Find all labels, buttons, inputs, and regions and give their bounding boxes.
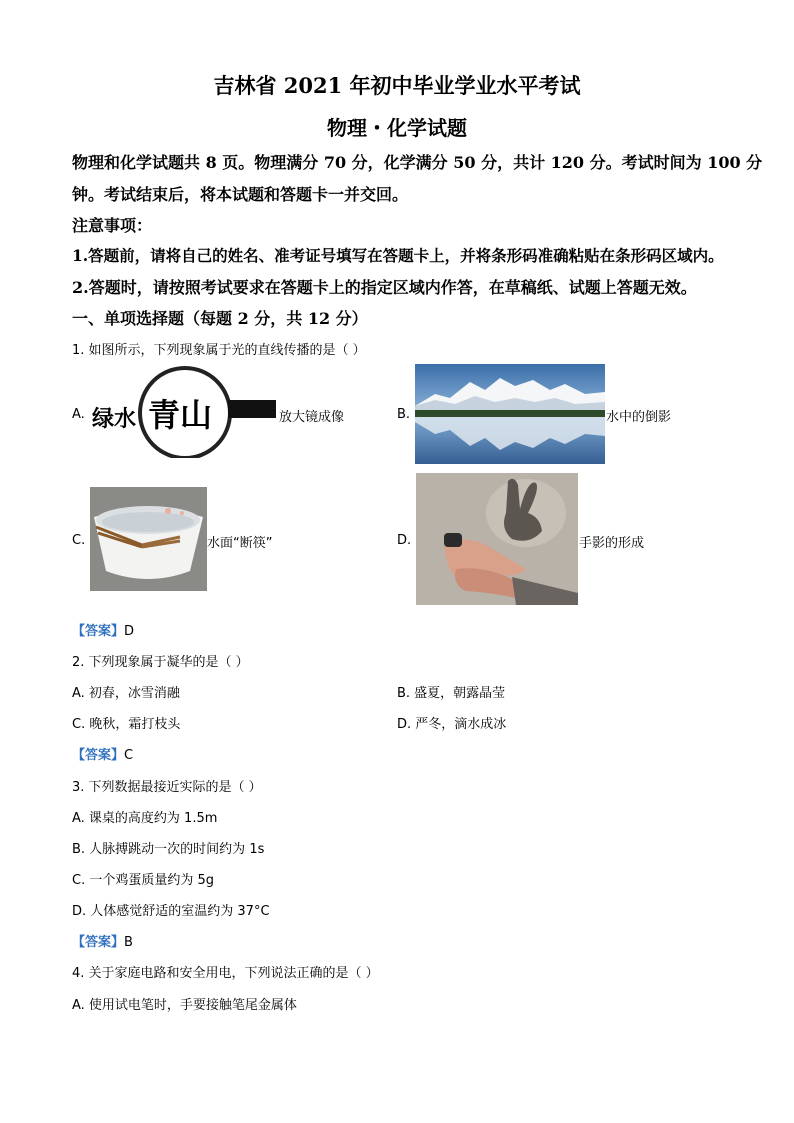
intro-line-2: 钟。考试结束后，将本试题和答题卡一并交回。 [72, 185, 409, 204]
q3-option-a: A. 课桌的高度约为 1.5m [72, 811, 218, 826]
note-1: 1.答题前，请将自己的姓名、准考证号填写在答题卡上，并将条形码准确粘贴在条形码区域内。 [72, 246, 724, 265]
exam-title: 吉林省 2021 年初中毕业学业水平考试 [213, 73, 581, 98]
magnifier-center-text: 青山 [148, 396, 213, 434]
q2-option-a: A. 初春，冰雪消融 [72, 686, 180, 701]
mountain-reflection-image [415, 364, 605, 464]
q1-option-b-text: 水中的倒影 [606, 410, 672, 425]
q3-option-b: B. 人脉搏跳动一次的时间约为 1s [72, 842, 265, 857]
q3-answer [72, 931, 133, 950]
q3-stem: 3. 下列数据最接近实际的是（ ） [72, 780, 262, 795]
q1-option-d-label: D. [397, 533, 412, 548]
answer-tag: 【答案】 [72, 624, 125, 639]
exam-subtitle: 物理・化学试题 [327, 116, 467, 140]
magnifier-handle-icon [228, 400, 276, 418]
hand-shadow-image [416, 473, 578, 605]
q4-stem: 4. 关于家庭电路和安全用电，下列说法正确的是（ ） [72, 966, 379, 981]
magnifier-image [90, 364, 278, 458]
intro-line-1: 物理和化学试题共 8 页。物理满分 70 分，化学满分 50 分，共计 120 分。考试时间为 100 分 [72, 153, 763, 172]
q2-answer-value: C [124, 748, 134, 763]
q1-answer-value: D [124, 624, 135, 639]
q3-option-c: C. 一个鸡蛋质量约为 5g [72, 873, 214, 888]
note-2: 2.答题时，请按照考试要求在答题卡上的指定区域内作答，在草稿纸、试题上答题无效。 [72, 278, 697, 297]
q2-option-c: C. 晚秋，霜打枝头 [72, 717, 181, 732]
q1-option-b-label: B. [397, 407, 411, 422]
bowl-chopsticks-image [90, 487, 207, 591]
q2-option-d: D. 严冬，滴水成冰 [397, 717, 507, 732]
answer-tag: 【答案】 [72, 935, 125, 950]
q3-option-d: D. 人体感觉舒适的室温约为 37°C [72, 904, 270, 919]
q3-answer-value: B [124, 935, 133, 950]
q1-option-a-label: A. [72, 407, 85, 422]
q1-option-c-label: C. [72, 533, 86, 548]
q1-option-a-text: 放大镜成像 [279, 410, 345, 425]
q2-answer [72, 744, 133, 763]
q4-option-a: A. 使用试电笔时，手要接触笔尾金属体 [72, 998, 297, 1013]
q1-option-c-text: 水面“断筷” [207, 536, 273, 551]
section-heading: 一、单项选择题（每题 2 分，共 12 分） [72, 309, 368, 328]
q2-stem: 2. 下列现象属于凝华的是（ ） [72, 655, 249, 670]
q1-stem: 1. 如图所示，下列现象属于光的直线传播的是（ ） [72, 343, 366, 358]
answer-tag: 【答案】 [72, 748, 125, 763]
q2-option-b: B. 盛夏，朝露晶莹 [397, 686, 506, 701]
q1-option-d-text: 手影的形成 [579, 536, 645, 551]
magnifier-left-text: 绿水 [92, 407, 137, 432]
q1-answer [72, 620, 134, 639]
notes-title: 注意事项： [72, 216, 153, 235]
